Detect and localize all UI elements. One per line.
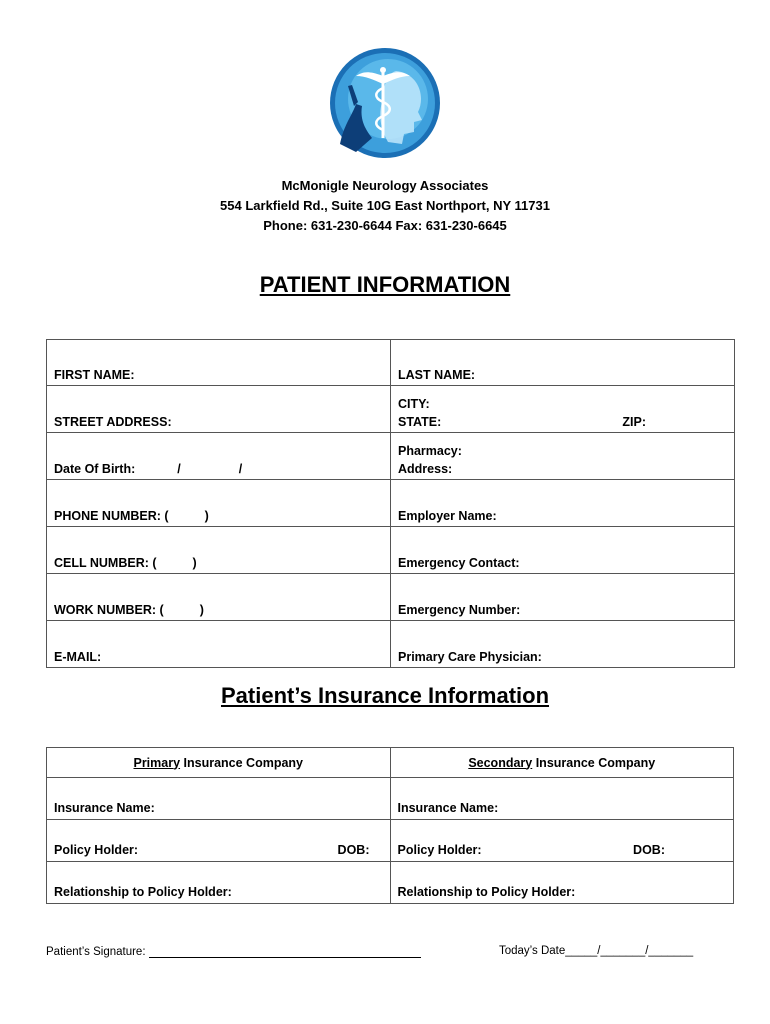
secondary-relationship-label: Relationship to Policy Holder: [397, 885, 576, 899]
secondary-insurance-header [390, 748, 734, 778]
pharmacy-address-label: Address: [398, 462, 453, 476]
primary-policy-holder-row [54, 843, 390, 857]
primary-insurance-header [47, 748, 391, 778]
todays-date-row [499, 945, 693, 957]
insurance-information-title: Patient’s Insurance Information [220, 683, 550, 708]
pharmacy-field[interactable] [391, 433, 735, 480]
pcp-label: Primary Care Physician: [398, 650, 542, 664]
state-zip-row [398, 415, 734, 429]
city-label: CITY: [398, 397, 430, 411]
secondary-policy-holder-row [398, 843, 734, 857]
emergency-number-field[interactable] [391, 574, 735, 621]
signature-line[interactable] [149, 945, 421, 958]
secondary-relationship-field[interactable] [390, 862, 734, 904]
work-number-field[interactable] [47, 574, 391, 621]
secondary-policy-holder-label: Policy Holder: [397, 843, 482, 857]
primary-relationship-label: Relationship to Policy Holder: [54, 885, 232, 899]
secondary-underlined: Secondary [468, 755, 533, 770]
practice-phone-fax: Phone: 631-230-6644 Fax: 631-230-6645 [263, 218, 507, 233]
phone-close-paren: ) [204, 509, 209, 523]
work-close-paren: ) [199, 603, 204, 617]
primary-policy-holder-field[interactable] [47, 820, 391, 862]
state-label: STATE: [398, 415, 442, 429]
employer-name-label: Employer Name: [398, 509, 497, 523]
phone-number-field[interactable] [47, 480, 391, 527]
city-state-zip-field[interactable] [391, 386, 735, 433]
primary-underlined: Primary [133, 755, 181, 770]
street-address-label: STREET ADDRESS: [54, 415, 172, 429]
last-name-label: LAST NAME: [398, 368, 476, 382]
primary-relationship-field[interactable] [47, 862, 391, 904]
todays-date-blanks[interactable]: _____/_______/_______ [565, 945, 694, 957]
zip-label: ZIP: [622, 415, 646, 429]
employer-name-field[interactable] [391, 480, 735, 527]
primary-header-rest: Insurance Company [180, 755, 303, 770]
pharmacy-label: Pharmacy: [398, 444, 462, 458]
practice-logo [326, 46, 444, 160]
dob-slash-1: / [177, 462, 181, 476]
insurance-table [46, 747, 734, 904]
caduceus-head-logo-icon [326, 46, 444, 160]
signature-label: Patient’s Signature: [46, 946, 146, 958]
practice-header [0, 176, 770, 236]
cell-number-field[interactable] [47, 527, 391, 574]
patient-information-table [46, 339, 735, 668]
first-name-label: FIRST NAME: [54, 368, 135, 382]
secondary-header-rest: Insurance Company [532, 755, 656, 770]
signature-row [46, 945, 421, 958]
primary-care-physician-field[interactable] [391, 621, 735, 668]
cell-number-label: CELL NUMBER: ( [54, 556, 157, 570]
cell-close-paren: ) [192, 556, 197, 570]
emergency-contact-field[interactable] [391, 527, 735, 574]
dob-label: Date Of Birth: [54, 462, 136, 476]
emergency-number-label: Emergency Number: [398, 603, 521, 617]
todays-date-label: Today’s Date [499, 945, 566, 957]
work-number-label: WORK NUMBER: ( [54, 603, 164, 617]
phone-number-label: PHONE NUMBER: ( [54, 509, 169, 523]
date-of-birth-field[interactable] [47, 433, 391, 480]
patient-information-title: PATIENT INFORMATION [259, 272, 511, 297]
street-address-field[interactable] [47, 386, 391, 433]
secondary-dob-label: DOB: [633, 843, 665, 857]
primary-insurance-name-label: Insurance Name: [54, 801, 155, 815]
secondary-policy-holder-field[interactable] [390, 820, 734, 862]
first-name-field[interactable] [47, 340, 391, 386]
primary-policy-holder-label: Policy Holder: [54, 843, 139, 857]
primary-insurance-name-field[interactable] [47, 778, 391, 820]
secondary-insurance-name-field[interactable] [390, 778, 734, 820]
email-field[interactable] [47, 621, 391, 668]
secondary-insurance-name-label: Insurance Name: [397, 801, 499, 815]
primary-dob-label: DOB: [337, 843, 370, 857]
emergency-contact-label: Emergency Contact: [398, 556, 520, 570]
email-label: E-MAIL: [54, 650, 102, 664]
practice-name: McMonigle Neurology Associates [281, 178, 489, 193]
practice-address: 554 Larkfield Rd., Suite 10G East Northport, NY 11731 [220, 198, 550, 213]
last-name-field[interactable] [391, 340, 735, 386]
dob-slash-2: / [238, 462, 243, 476]
